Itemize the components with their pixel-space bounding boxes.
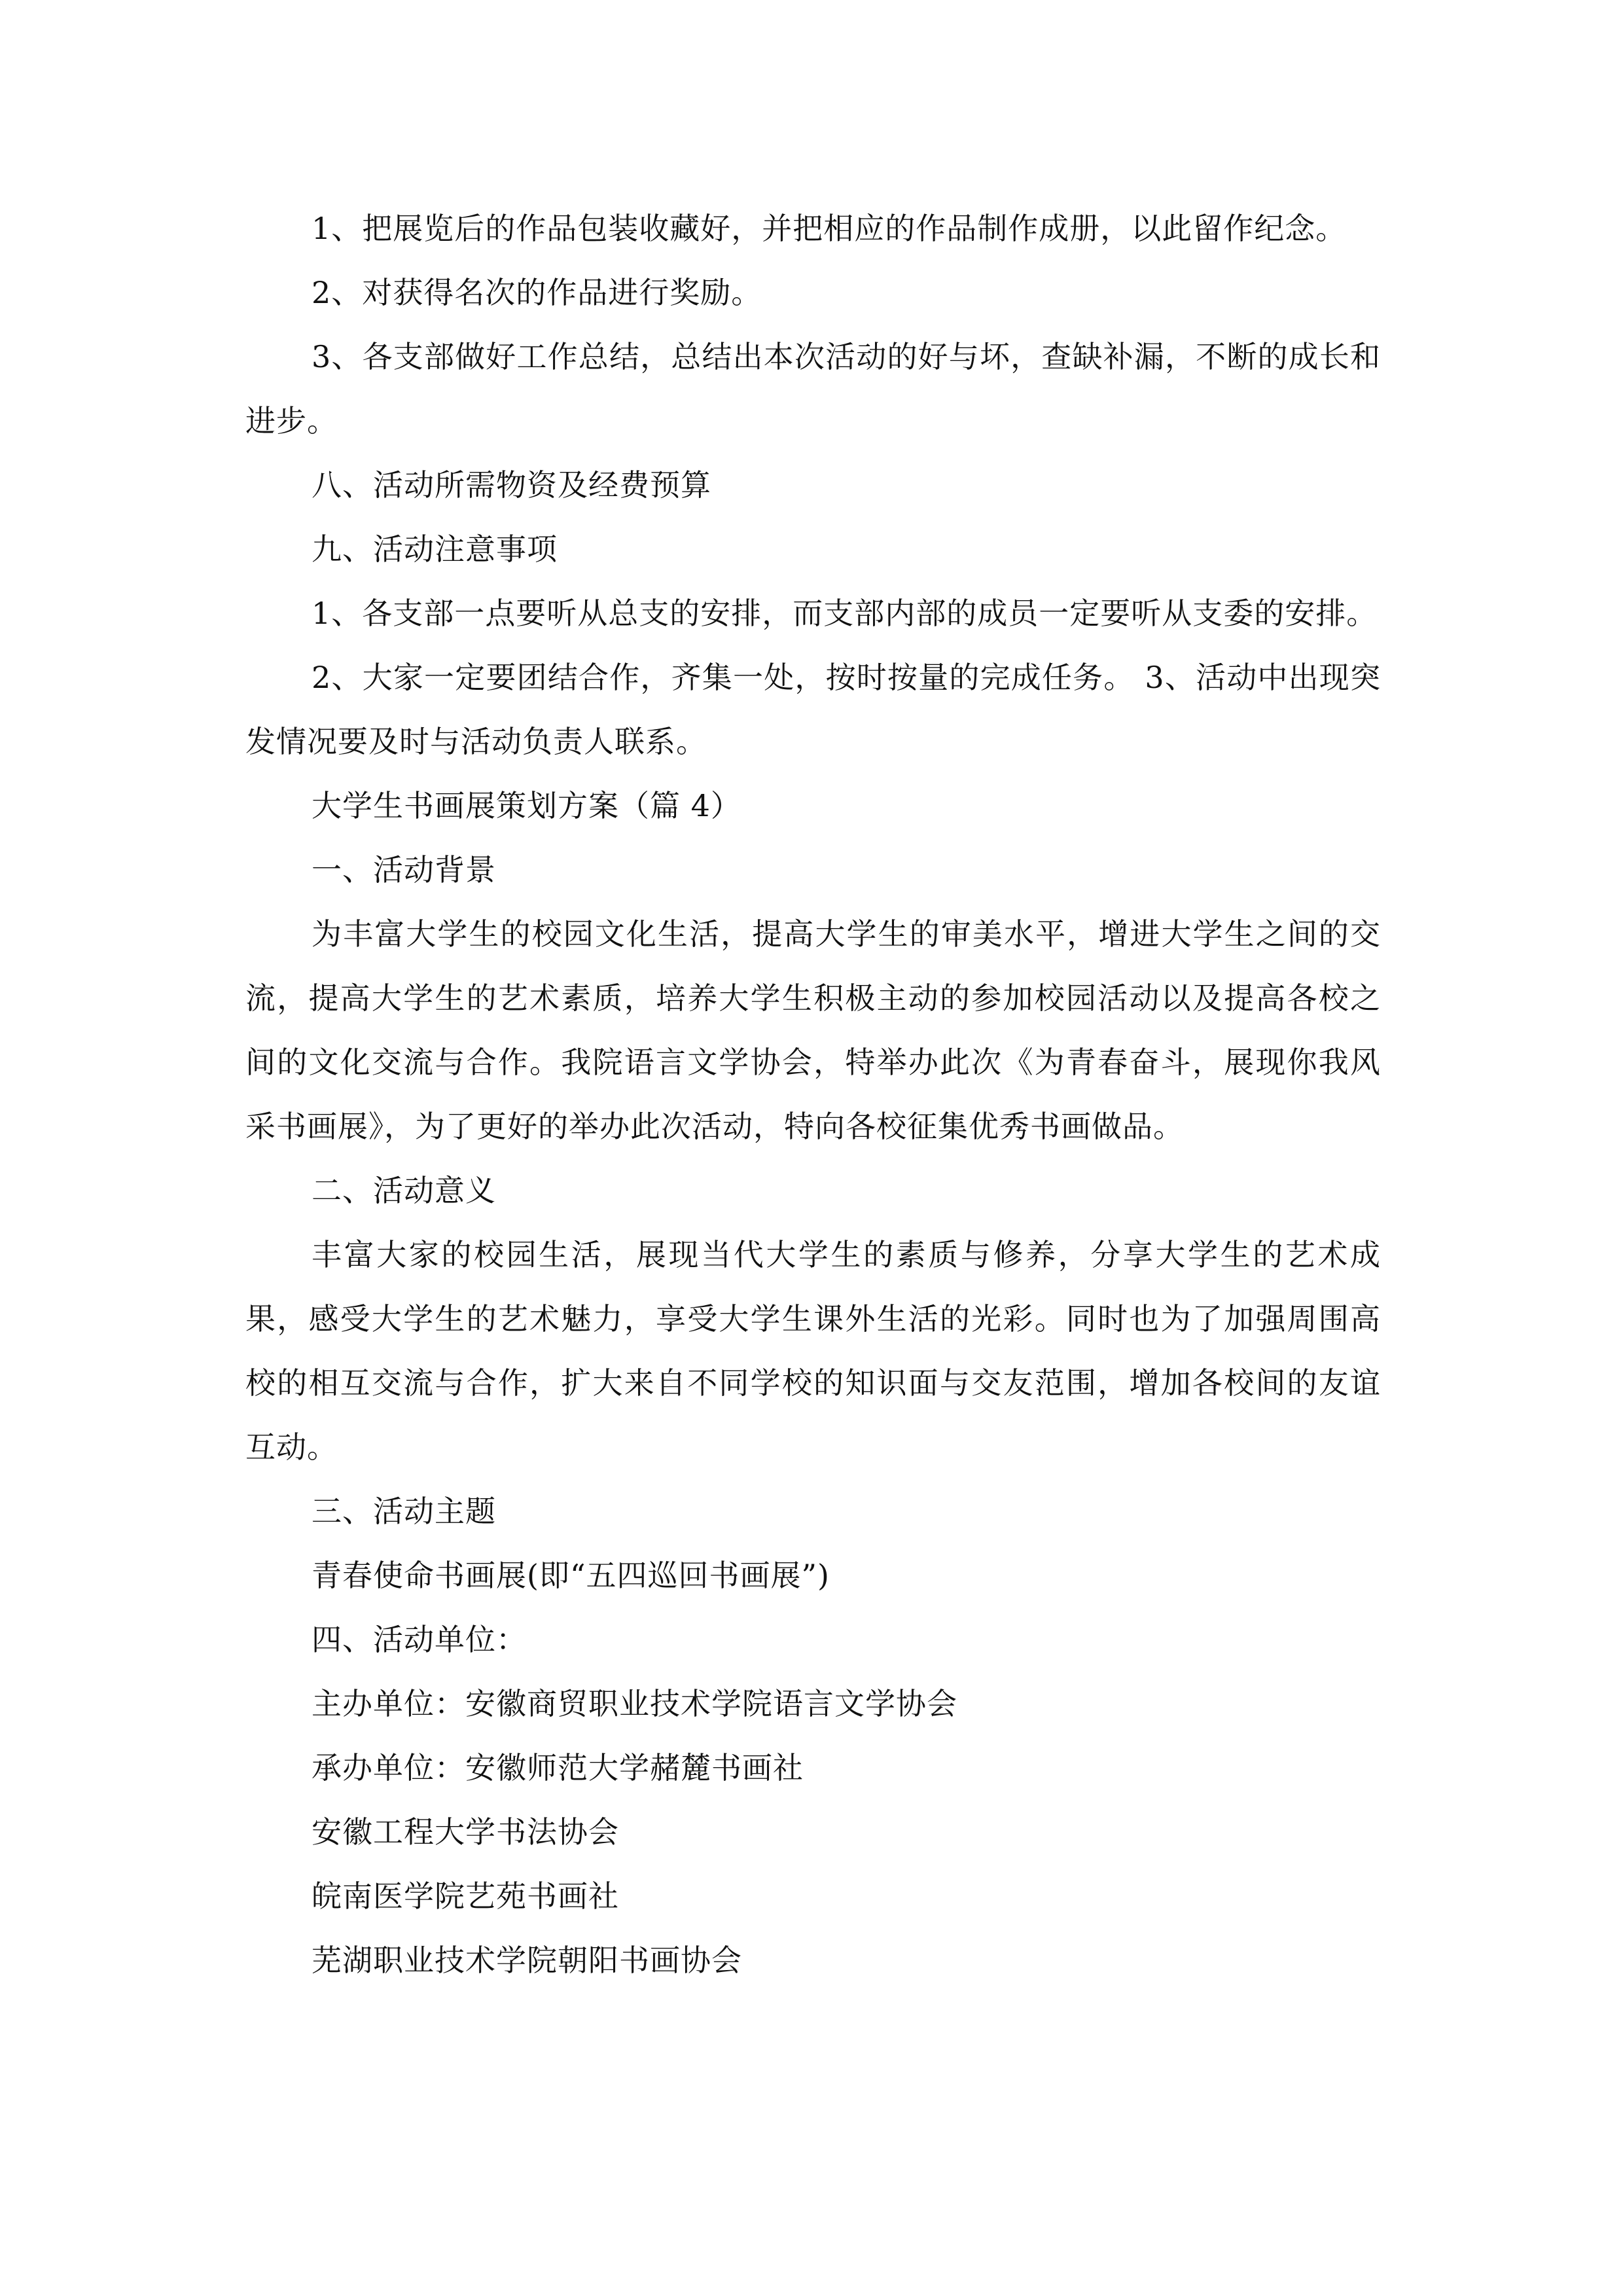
paragraph: 3、各支部做好工作总结，总结出本次活动的好与坏，查缺补漏，不断的成长和进步。 <box>245 339 1381 439</box>
paragraph: 1、把展览后的作品包装收藏好，并把相应的作品制作成册，以此留作纪念。 <box>312 211 1347 246</box>
paragraph: 青春使命书画展(即“五四巡回书画展”) <box>312 1558 830 1593</box>
paragraph: 2、大家一定要团结合作，齐集一处，按时按量的完成任务。 3、活动中出现突发情况要及时与活动负责人联系。 <box>245 660 1381 759</box>
paragraph: 芜湖职业技术学院朝阳书画协会 <box>312 1943 742 1978</box>
section-heading: 三、活动主题 <box>312 1494 496 1529</box>
section-heading: 四、活动单位： <box>312 1622 527 1657</box>
paragraph: 主办单位：安徽商贸职业技术学院语言文学协会 <box>312 1686 957 1721</box>
paragraph: 2、对获得名次的作品进行奖励。 <box>312 275 762 310</box>
paragraph: 皖南医学院艺苑书画社 <box>312 1878 619 1914</box>
paragraph: 为丰富大学生的校园文化生活，提高大学生的审美水平，增进大学生之间的交流，提高大学生的艺术素质，培养大学生积极主动的参加校园活动以及提高各校之间的文化交流与合作。我院语言文学协会，特举办此次《为青春奋斗，展现你我风采书画展》，为了更好的举办此次活动，特向各校征集优秀书画做品。 <box>245 916 1381 1144</box>
section-heading: 八、活动所需物资及经费预算 <box>312 467 711 503</box>
paragraph: 安徽工程大学书法协会 <box>312 1814 619 1850</box>
paragraph: 丰富大家的校园生活，展现当代大学生的素质与修养，分享大学生的艺术成果，感受大学生的艺术魅力，享受大学生课外生活的光彩。同时也为了加强周围高校的相互交流与合作，扩大来自不同学校的知识面与交友范围，增加各校间的友谊互动。 <box>245 1237 1381 1465</box>
document-title: 大学生书画展策划方案（篇 4） <box>312 788 741 823</box>
paragraph: 承办单位：安徽师范大学赭麓书画社 <box>312 1750 804 1785</box>
section-heading: 一、活动背景 <box>312 852 496 888</box>
section-heading: 二、活动意义 <box>312 1173 496 1208</box>
paragraph: 1、各支部一点要听从总支的安排，而支部内部的成员一定要听从支委的安排。 <box>312 596 1378 631</box>
document-body <box>245 196 1381 1992</box>
section-heading: 九、活动注意事项 <box>312 531 558 567</box>
